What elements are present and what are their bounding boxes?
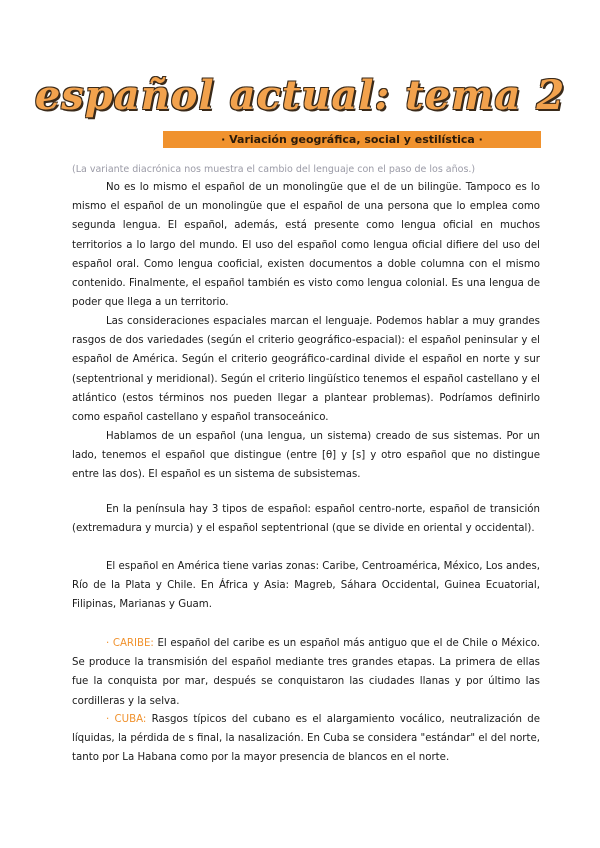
- paragraph-2-text: Las consideraciones espaciales marcan el lenguaje. Podemos hablar a muy grandes rasgos de dos variedades (según el criterio geográfico-espacial): el español peninsular y el español de América. Según el criterio geográfico-cardinal divide el español en norte y sur (septentrional y meridional). Según el criterio lingüístico tenemos el español castellano y el atlántico (estos términos nos pueden llegar a plantear problemas). Podríamos definirlo como español castellano y español transoceánico.: [72, 316, 540, 424]
- bullet-caribe-text: El español del caribe es un español más antiguo que el de Chile o México. Se produce la transmisión del español mediante tres grandes etapas. La primera de ellas fue la conquista por mar, después se conquistaron las ciudades llanas y por último las cordilleras y la selva.: [72, 638, 540, 707]
- paragraph-1-text: No es lo mismo el español de un monolingüe que el de un bilingüe. Tampoco es lo mismo el español de un monolingüe que el español de una persona que lo emplea como segunda lengua. El español, además, está presente como lengua oficial en muchos territorios a lo largo del mundo. El uso del español como lengua oficial difiere del uso del español oral. Como lengua cooficial, existen documentos a doble columna con el mismo contenido. Finalmente, el español también es visto como lengua colonial. Es una lengua de poder que llega a un territorio.: [72, 182, 540, 309]
- paragraph-3-text: Hablamos de un español (una lengua, un sistema) creado de sus sistemas. Por un lado, tenemos el español que distingue (entre [θ] y [s] y otro español que no distingue entre las dos). El español es un sistema de subsistemas.: [72, 431, 540, 481]
- subtitle: · Variación geográfica, social y estilística ·: [221, 133, 483, 146]
- paragraph-5-text: El español en América tiene varias zonas: Caribe, Centroamérica, México, Los andes, Río de la Plata y Chile. En África y Asia: Magreb, Sáhara Occidental, Guinea Ecuatorial, Filipinas, Marianas y Guam.: [72, 561, 540, 611]
- paragraph-5: [72, 557, 540, 615]
- page-title: español actual: tema 2: [34, 72, 566, 119]
- bullet-cuba-text: Rasgos típicos del cubano es el alargamiento vocálico, neutralización de líquidas, la pérdida de s final, la nasalización. En Cuba se considera "estándar" el del norte, tanto por La Habana como por la mayor presencia de blancos en el norte.: [72, 714, 540, 764]
- bullet-cuba-label: · CUBA:: [106, 714, 147, 725]
- bullet-caribe-label: · CARIBE:: [106, 638, 154, 649]
- paragraph-2: [72, 312, 540, 427]
- intro-note: (La variante diacrónica nos muestra el cambio del lenguaje con el paso de los años.): [72, 164, 476, 175]
- paragraph-4-text: En la península hay 3 tipos de español: español centro-norte, español de transición (extremadura y murcia) y el español septentrional (que se divide en oriental y occidental).: [72, 504, 540, 535]
- paragraph-3: [72, 427, 540, 485]
- bullet-cuba: [72, 710, 540, 768]
- bullet-caribe: [72, 634, 540, 711]
- paragraph-1: [72, 178, 540, 312]
- paragraph-4: [72, 500, 540, 538]
